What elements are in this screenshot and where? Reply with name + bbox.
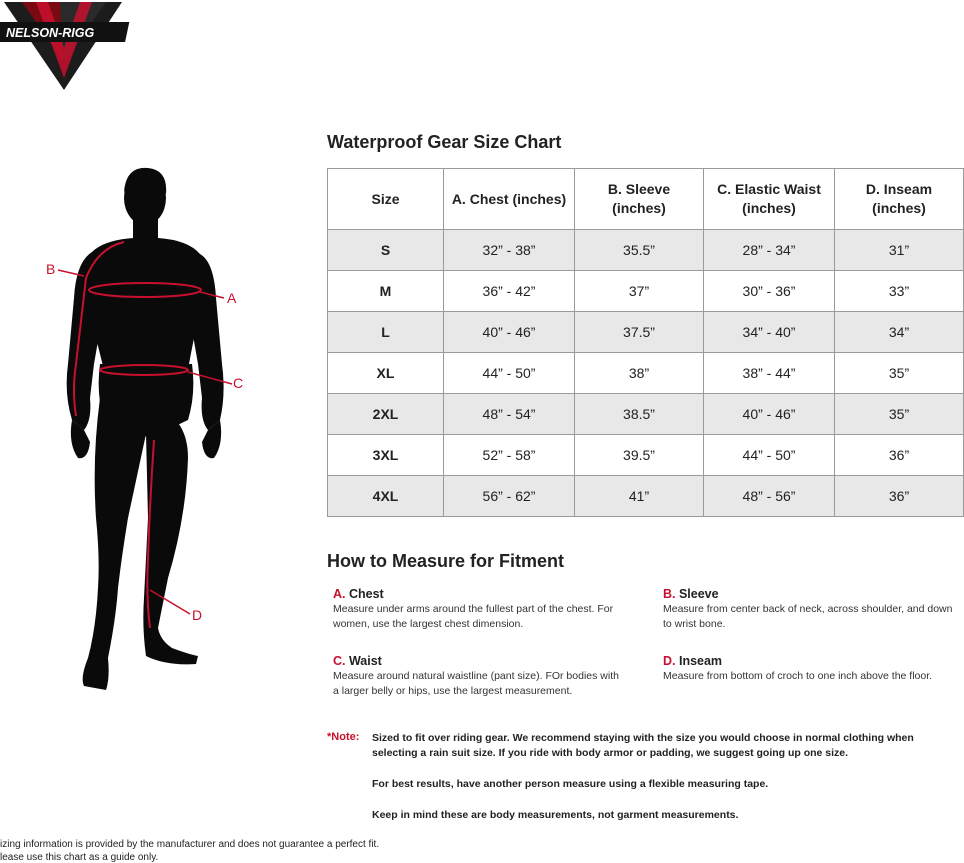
sleeve-cell: 38” [575,353,704,394]
waist-cell: 40” - 46” [704,394,835,435]
waist-cell: 30” - 36” [704,271,835,312]
measure-sleeve-text-2: to wrist bone. [663,618,726,630]
size-cell: 4XL [328,476,444,517]
measure-inseam-heading: D. Inseam [663,654,723,668]
size-cell: XL [328,353,444,394]
sleeve-cell: 35.5” [575,230,704,271]
header-sleeve: B. Sleeve (inches) [575,169,704,230]
waist-cell: 44” - 50” [704,435,835,476]
chest-cell: 36” - 42” [444,271,575,312]
chest-cell: 32” - 38” [444,230,575,271]
measure-chest-heading: A. Chest [333,587,384,601]
header-elastic-waist: C. Elastic Waist (inches) [704,169,835,230]
sleeve-cell: 37” [575,271,704,312]
chest-cell: 48” - 54” [444,394,575,435]
table-row [328,271,964,312]
sleeve-cell: 41” [575,476,704,517]
waist-cell: 48” - 56” [704,476,835,517]
header-size: Size [328,169,444,230]
size-chart-title: Waterproof Gear Size Chart [327,132,562,152]
measure-waist [333,653,638,699]
table-row [328,394,964,435]
measure-chest [333,586,638,632]
size-cell: 3XL [328,435,444,476]
table-row [328,230,964,271]
inseam-cell: 35” [835,394,964,435]
measure-waist-text-2: a larger belly or hips, use the largest measurement. [333,685,573,697]
waist-cell: 38” - 44” [704,353,835,394]
measure-waist-heading: C. Waist [333,654,382,668]
measure-inseam [663,653,964,684]
chest-cell: 40” - 46” [444,312,575,353]
note-line-2: selecting a rain suit size. If you ride with body armor or padding, we suggest going up one size. [372,747,849,759]
disclaimer-line-1: izing information is provided by the manufacturer and does not guarantee a perfect fit. [0,839,380,850]
measure-sleeve [663,586,964,632]
figure-label-d: D [192,607,203,623]
table-row [328,353,964,394]
sleeve-cell: 37.5” [575,312,704,353]
size-cell: M [328,271,444,312]
table-row [328,312,964,353]
figure-label-c: C [233,375,244,391]
measure-waist-text-1: Measure around natural waistline (pant size). FOr bodies with [333,670,619,682]
inseam-cell: 36” [835,435,964,476]
measure-sleeve-text-1: Measure from center back of neck, across shoulder, and down [663,603,953,615]
disclaimer-line-2: lease use this chart as a guide only. [0,852,159,863]
chest-cell: 56” - 62” [444,476,575,517]
table-row [328,435,964,476]
figure-label-a: A [227,290,237,306]
sleeve-cell: 38.5” [575,394,704,435]
note-label: *Note: [327,731,360,743]
figure-label-b: B [46,261,56,277]
sleeve-cell: 39.5” [575,435,704,476]
inseam-cell: 33” [835,271,964,312]
note-line-3: For best results, have another person measure using a flexible measuring tape. [372,778,769,790]
size-cell: 2XL [328,394,444,435]
chest-cell: 52” - 58” [444,435,575,476]
note-line-4: Keep in mind these are body measurements, not garment measurements. [372,809,739,821]
note-line-1: Sized to fit over riding gear. We recommend staying with the size you would choose in normal clothing when [372,732,914,744]
inseam-cell: 34” [835,312,964,353]
measure-sleeve-heading: B. Sleeve [663,587,719,601]
inseam-cell: 31” [835,230,964,271]
measure-chest-text-2: women, use the largest chest dimension. [333,618,524,630]
table-header-row [328,169,964,230]
chest-cell: 44” - 50” [444,353,575,394]
measurement-figure [38,158,268,698]
inseam-cell: 36” [835,476,964,517]
logo-brand-text: NELSON-RIGG [6,26,95,40]
size-cell: S [328,230,444,271]
size-cell: L [328,312,444,353]
header-chest: A. Chest (inches) [444,169,575,230]
inseam-cell: 35” [835,353,964,394]
header-inseam: D. Inseam (inches) [835,169,964,230]
measure-title: How to Measure for Fitment [327,551,565,571]
measure-inseam-text-1: Measure from bottom of croch to one inch above the floor. [663,670,933,682]
size-table [327,168,964,517]
nelson-rigg-logo [0,0,140,92]
table-row [328,476,964,517]
waist-cell: 34” - 40” [704,312,835,353]
measure-chest-text-1: Measure under arms around the fullest part of the chest. For [333,603,614,615]
waist-cell: 28” - 34” [704,230,835,271]
